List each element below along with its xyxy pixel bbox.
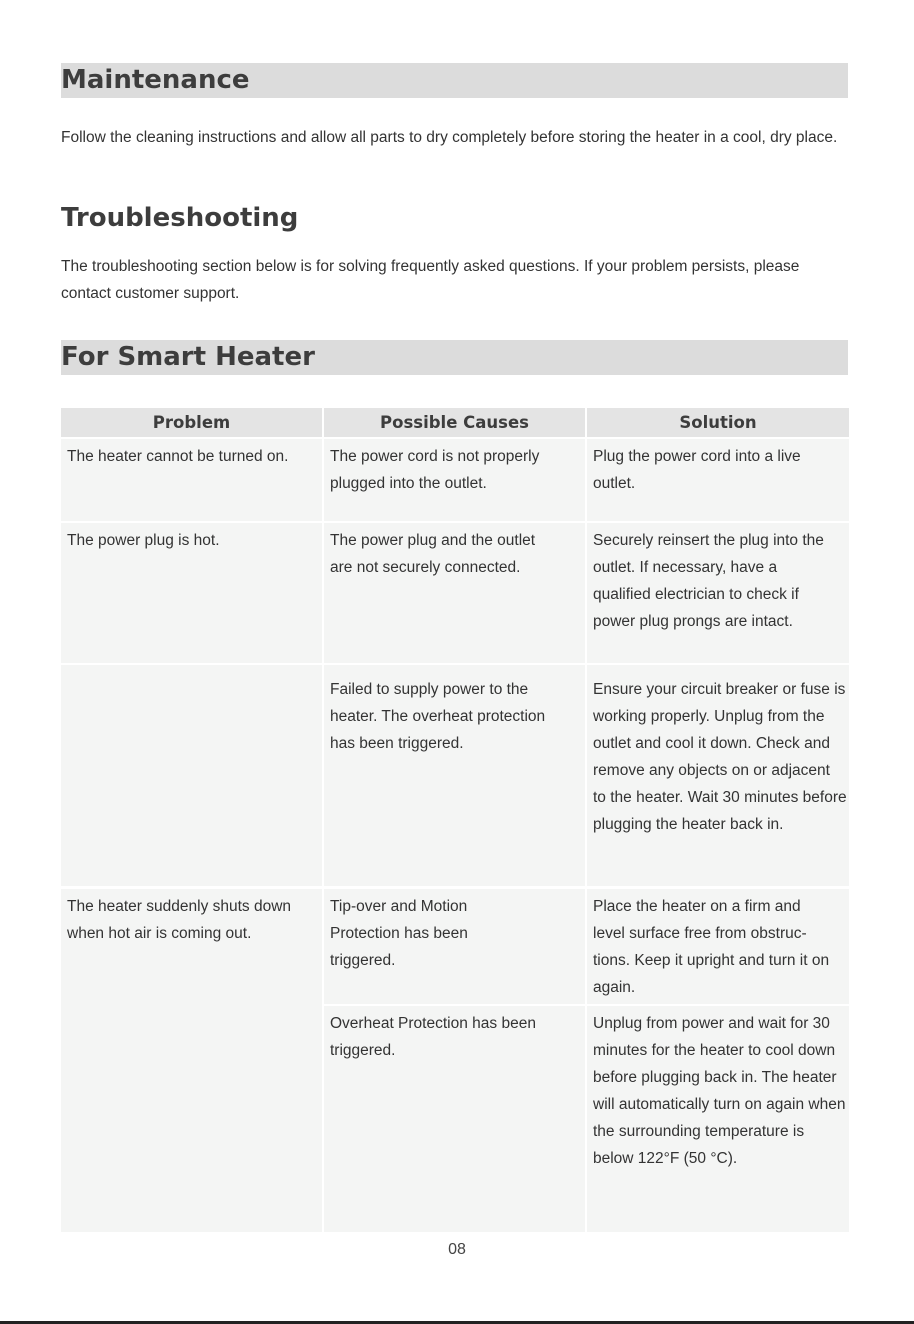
table-cell-solution: Place the heater on a firm and level surface free from obstruc-tions. Keep it upright and turn it on again. <box>587 889 849 1004</box>
table-cell-cause: Tip-over and Motion Protection has been triggered. <box>324 889 585 1004</box>
table-cell-solution: Unplug from power and wait for 30 minutes for the heater to cool down before plugging back in. The heater will automatically turn on again when the surrounding temperature is below 122°F (50 °C). <box>587 1006 849 1232</box>
maintenance-title: Maintenance <box>61 63 848 98</box>
table-cell-problem: The power plug is hot. <box>61 523 322 663</box>
table-header-causes: Possible Causes <box>324 408 585 437</box>
table-cell-cause: The power cord is not properly plugged into the outlet. <box>324 439 585 521</box>
table-cell-solution: Plug the power cord into a live outlet. <box>587 439 849 521</box>
table-cell-problem <box>61 665 322 886</box>
smart-heater-title: For Smart Heater <box>61 340 848 375</box>
maintenance-text: Follow the cleaning instructions and allow all parts to dry completely before storing the heater in a cool, dry place. <box>61 129 838 146</box>
page-number: 08 <box>448 1241 466 1258</box>
table-cell-problem: The heater suddenly shuts down when hot air is coming out. <box>61 889 322 1232</box>
table-header-solution: Solution <box>587 408 849 437</box>
table-cell-cause: Failed to supply power to the heater. The overheat protection has been triggered. <box>324 665 585 886</box>
table-cell-cause: The power plug and the outlet are not securely connected. <box>324 523 585 663</box>
table-header-problem: Problem <box>61 408 322 437</box>
table-cell-cause: Overheat Protection has been triggered. <box>324 1006 585 1232</box>
table-cell-solution: Securely reinsert the plug into the outlet. If necessary, have a qualified electrician to check if power plug prongs are intact. <box>587 523 849 663</box>
table-cell-problem: The heater cannot be turned on. <box>61 439 322 521</box>
troubleshooting-title: Troubleshooting <box>61 203 299 233</box>
troubleshooting-text: The troubleshooting section below is for solving frequently asked questions. If your problem persists, please contact customer support. <box>61 258 800 302</box>
table-cell-solution: Ensure your circuit breaker or fuse is working properly. Unplug from the outlet and cool it down. Check and remove any objects on or adjacent to the heater. Wait 30 minutes before plugging the heater back in. <box>587 665 849 886</box>
